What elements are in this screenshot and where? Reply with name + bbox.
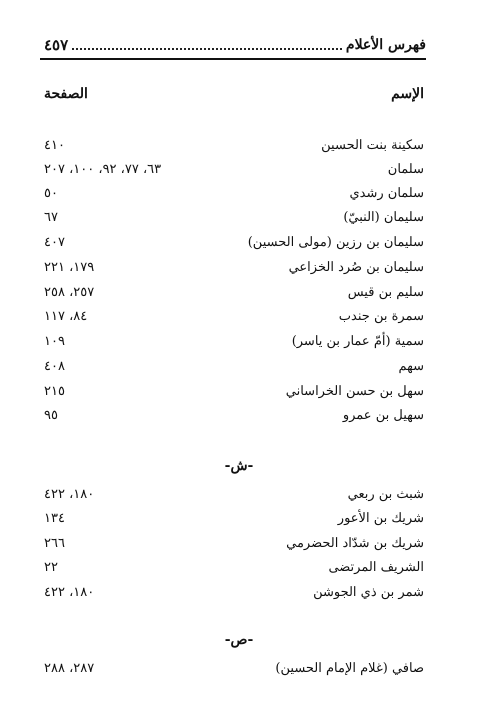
index-entry — [44, 158, 424, 180]
index-entry — [44, 657, 424, 679]
entry-pages: ١٨٠، ٤٢٢ — [44, 486, 95, 502]
index-entry — [44, 380, 424, 402]
index-entry — [44, 355, 424, 377]
entry-name: سليمان بن صُرد الخزاعي — [288, 259, 424, 275]
entry-name: صافي (غلام الإمام الحسين) — [275, 660, 424, 676]
entry-name: سليم بن قيس — [347, 284, 424, 300]
section-letter: -ش- — [224, 458, 254, 474]
index-entry — [44, 256, 424, 278]
entry-name: سلمان رشدي — [349, 185, 424, 201]
entry-name: سمرة بن جندب — [338, 308, 424, 324]
entry-name: سهم — [398, 358, 424, 374]
entry-pages: ٦٧ — [44, 209, 58, 225]
entry-pages: ١٣٤ — [44, 510, 65, 526]
index-entry — [44, 581, 424, 603]
entry-name: شبث بن ربعي — [347, 486, 424, 502]
index-entry — [44, 231, 424, 253]
entry-pages: ٦٣، ٧٧، ٩٢، ١٠٠، ٢٠٧ — [44, 161, 162, 177]
entry-name: سهيل بن عمرو — [342, 407, 424, 423]
entry-pages: ٢٦٦ — [44, 535, 65, 551]
section-letter: -ص- — [224, 632, 254, 648]
header-rule — [40, 58, 426, 60]
entry-pages: ٨٤، ١١٧ — [44, 308, 88, 324]
index-entry — [44, 483, 424, 505]
entry-pages: ١٨٠، ٤٢٢ — [44, 584, 95, 600]
entry-name: الشريف المرتضى — [328, 559, 424, 575]
entry-name: شمر بن ذي الجوشن — [313, 584, 424, 600]
running-header — [44, 34, 426, 56]
page-number: ٤٥٧ — [44, 36, 69, 54]
entry-pages: ٤١٠ — [44, 137, 65, 153]
entry-name: سكينة بنت الحسين — [321, 137, 424, 153]
entry-pages: ٤٠٨ — [44, 358, 65, 374]
entry-name: سليمان بن رزين (مولى الحسين) — [247, 234, 424, 250]
index-entry — [44, 404, 424, 426]
entry-name: سليمان (النبيّ) — [343, 209, 424, 225]
index-entry — [44, 556, 424, 578]
entry-pages: ٢٨٧، ٢٨٨ — [44, 660, 95, 676]
entry-pages: ١٠٩ — [44, 333, 65, 349]
index-entry — [44, 507, 424, 529]
entry-pages: ١٧٩، ٢٢١ — [44, 259, 95, 275]
entry-name: سمية (أمّ عمار بن ياسر) — [291, 333, 424, 349]
entry-name: شريك بن الأعور — [337, 510, 424, 526]
index-entry — [44, 330, 424, 352]
entry-name: سلمان — [387, 161, 424, 177]
entry-name: شريك بن شدّاد الحضرمي — [286, 535, 424, 551]
column-header-name: الإسم — [391, 86, 424, 102]
entry-pages: ٩٥ — [44, 407, 58, 423]
index-entry — [44, 206, 424, 228]
entry-pages: ٤٠٧ — [44, 234, 65, 250]
entry-name: سهل بن حسن الخراساني — [285, 383, 424, 399]
column-header-page: الصفحة — [44, 86, 88, 102]
index-entry — [44, 305, 424, 327]
entry-pages: ٥٠ — [44, 185, 58, 201]
entry-pages: ٢٥٧، ٢٥٨ — [44, 284, 95, 300]
leader-dots — [72, 36, 342, 50]
entry-pages: ٢٢ — [44, 559, 58, 575]
header-title: فهرس الأعلام — [345, 37, 426, 53]
index-entry — [44, 281, 424, 303]
index-entry — [44, 182, 424, 204]
index-entry — [44, 134, 424, 156]
entry-pages: ٢١٥ — [44, 383, 65, 399]
index-entry — [44, 532, 424, 554]
